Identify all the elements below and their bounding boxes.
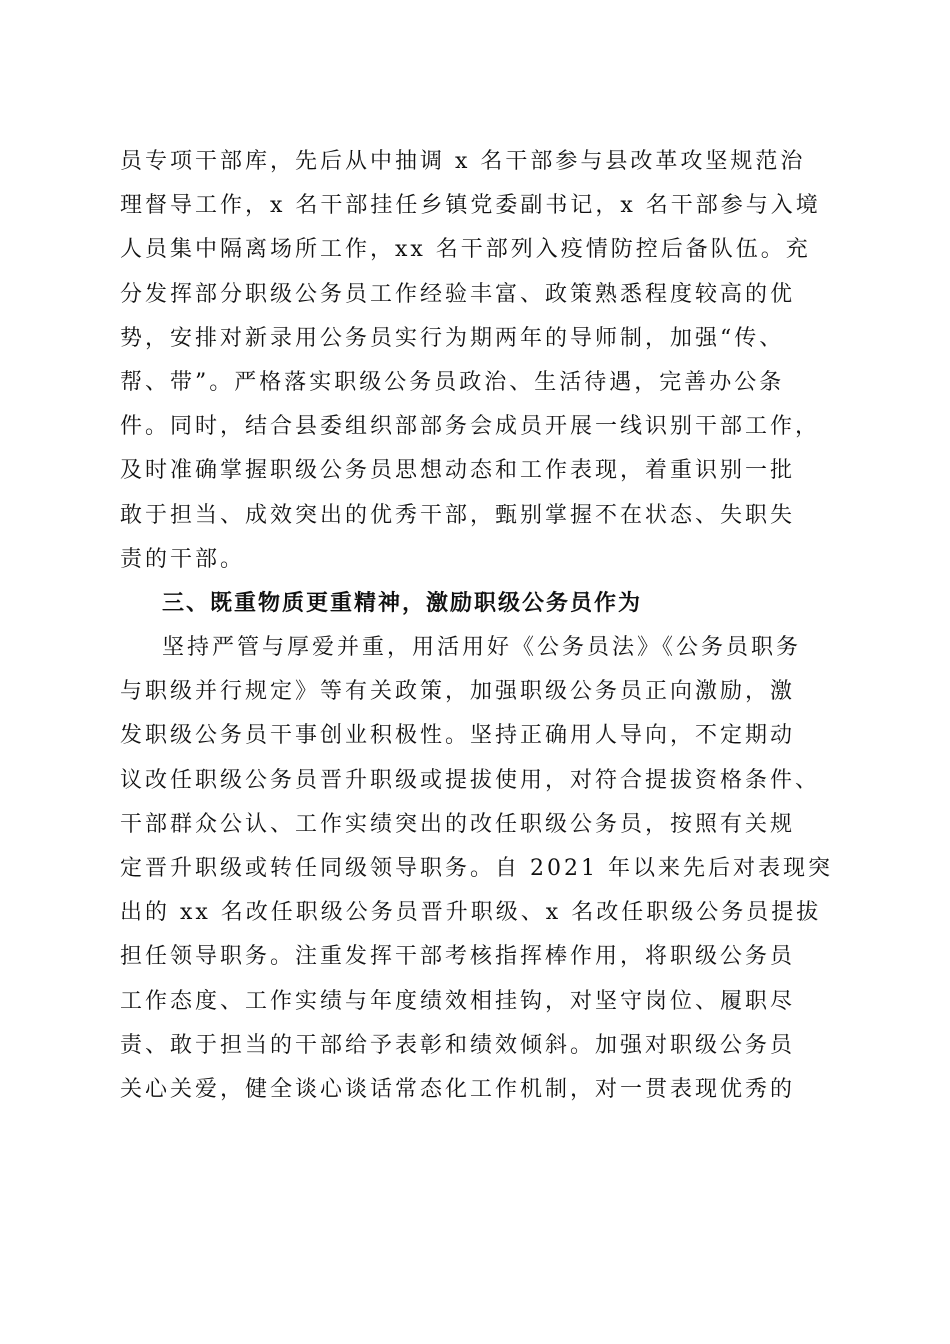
paragraph-line: 关心关爱，健全谈心谈话常态化工作机制，对一贯表现优秀的 [120,1076,796,1102]
paragraph-line: 责的干部。 [120,546,246,572]
paragraph-line: 定晋升职级或转任同级领导职务。自 2021 年以来先后对表现突 [120,856,833,881]
paragraph-line: 人员集中隔离场所工作，xx 名干部列入疫情防控后备队伍。充 [120,237,811,263]
paragraph-line: 干部群众公认、工作实绩突出的改任职级公务员，按照有关规 [120,811,796,837]
paragraph-line: 帮、带”。严格落实职级公务员政治、生活待遇，完善办公条 [120,369,785,395]
paragraph-line: 担任领导职务。注重发挥干部考核指挥棒作用，将职级公务员 [120,944,796,970]
paragraph-line: 敢于担当、成效突出的优秀干部，甄别掌握不在状态、失职失 [120,502,796,528]
paragraph-line: 坚持严管与厚爱并重，用活用好《公务员法》《公务员职务 [162,635,802,661]
paragraph-line: 势，安排对新录用公务员实行为期两年的导师制，加强“传、 [120,325,785,351]
paragraph-line: 出的 xx 名改任职级公务员晋升职级、x 名改任职级公务员提拔 [120,900,822,926]
section-heading: 三、既重物质更重精神，激励职级公务员作为 [162,590,643,616]
paragraph-line: 理督导工作，x 名干部挂任乡镇党委副书记，x 名干部参与入境 [120,193,821,219]
paragraph-line: 及时准确掌握职级公务员思想动态和工作表现，着重识别一批 [120,458,796,484]
paragraph-line: 工作态度、工作实绩与年度绩效相挂钩，对坚守岗位、履职尽 [120,988,796,1014]
paragraph-line: 与职级并行规定》等有关政策，加强职级公务员正向激励，激 [120,679,796,705]
paragraph-line: 分发挥部分职级公务员工作经验丰富、政策熟悉程度较高的优 [120,281,796,307]
paragraph-line: 责、敢于担当的干部给予表彰和绩效倾斜。加强对职级公务员 [120,1032,796,1058]
paragraph-line: 发职级公务员干事创业积极性。坚持正确用人导向，不定期动 [120,723,796,749]
paragraph-line: 议改任职级公务员晋升职级或提拔使用，对符合提拔资格条件、 [120,767,821,793]
paragraph-line: 件。同时，结合县委组织部部务会成员开展一线识别干部工作， [120,414,821,440]
document-body [120,140,838,1112]
paragraph-line: 员专项干部库，先后从中抽调 x 名干部参与县改革攻坚规范治 [120,149,806,174]
